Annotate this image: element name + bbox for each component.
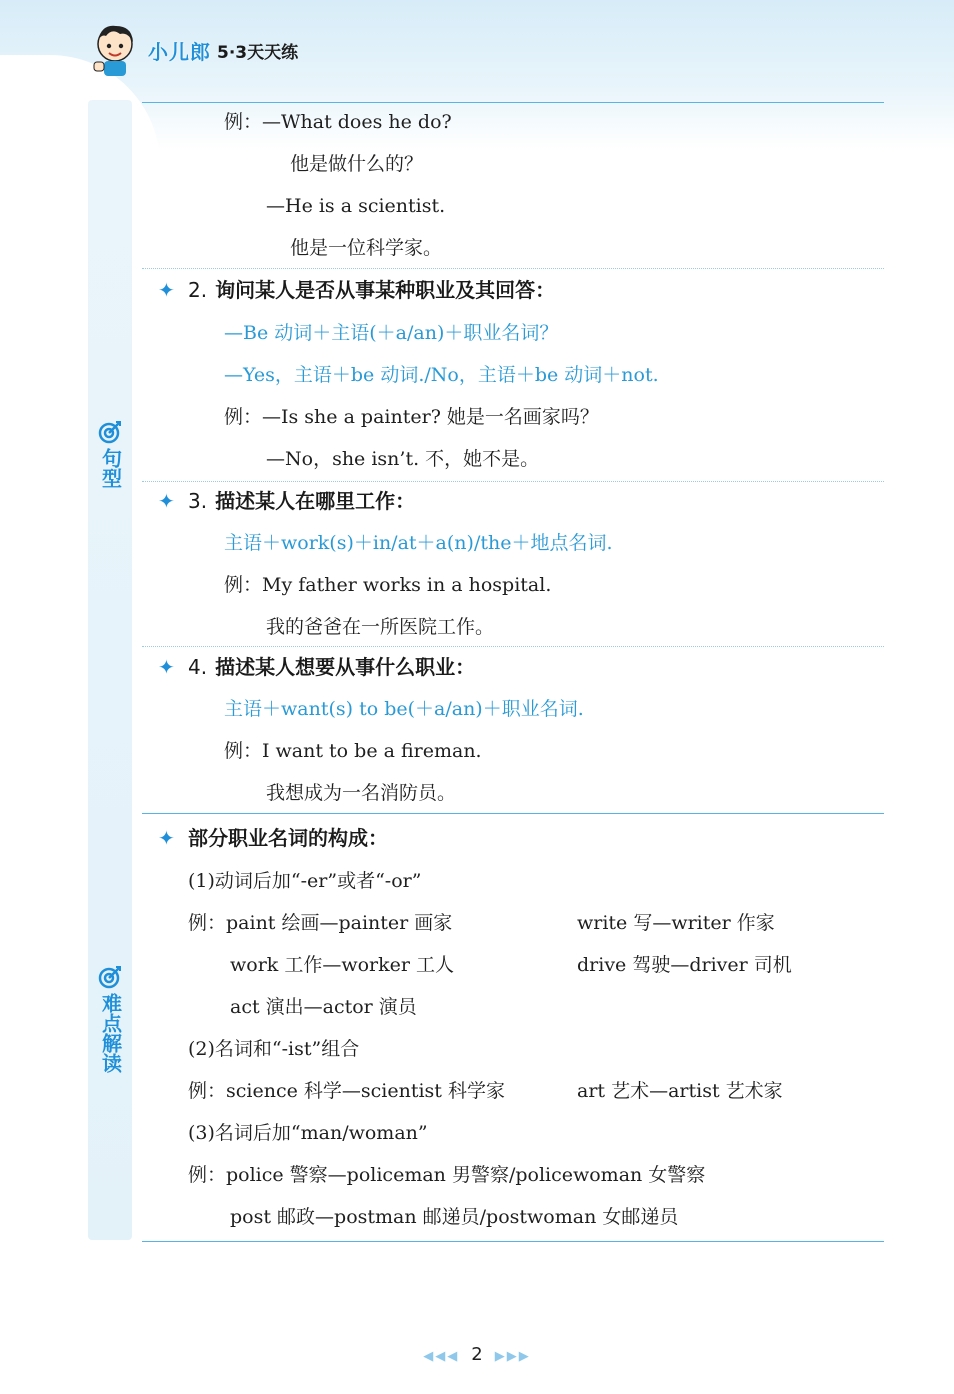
divider bbox=[142, 268, 884, 269]
pattern-formula: 主语＋want(s) to be(＋a/an)＋职业名词. bbox=[224, 698, 584, 720]
rule-example: 例：police 警察—policeman 男警察/policewoman 女警察 bbox=[188, 1164, 706, 1186]
header-logo bbox=[90, 22, 298, 78]
pattern-heading-4 bbox=[158, 655, 475, 679]
divider bbox=[142, 646, 884, 647]
divider bbox=[142, 1241, 884, 1242]
heading-number: 3. bbox=[188, 489, 208, 513]
section-label-patterns bbox=[96, 420, 124, 488]
heading-text: 描述某人在哪里工作： bbox=[215, 489, 416, 513]
example-answer: —He is a scientist. bbox=[266, 195, 446, 217]
pattern-heading-2 bbox=[158, 278, 555, 302]
rule-line: (1)动词后加“-er”或者“-or” bbox=[188, 870, 422, 892]
sparkle-icon: ✦ bbox=[158, 278, 175, 302]
pattern-formula: —Be 动词＋主语(＋a/an)＋职业名词？ bbox=[224, 322, 559, 344]
divider bbox=[142, 102, 884, 103]
target-icon bbox=[98, 420, 122, 444]
example-line: 例：I want to be a fireman. bbox=[224, 740, 482, 762]
divider bbox=[142, 813, 884, 814]
rule-example: write 写—writer 作家 bbox=[577, 912, 775, 934]
boy-mascot-icon bbox=[90, 22, 140, 78]
example-translation: 我的爸爸在一所医院工作。 bbox=[266, 616, 495, 638]
heading-number: 2. bbox=[188, 278, 208, 302]
rule-example: 例：science 科学—scientist 科学家 bbox=[188, 1080, 505, 1102]
rule-line: (2)名词和“-ist”组合 bbox=[188, 1038, 360, 1060]
rule-example: post 邮政—postman 邮递员/postwoman 女邮递员 bbox=[230, 1206, 679, 1228]
rule-example: drive 驾驶—driver 司机 bbox=[577, 954, 792, 976]
pattern-formula: 主语＋work(s)＋in/at＋a(n)/the＋地点名词. bbox=[224, 532, 613, 554]
example-question: 例：—What does he do? bbox=[224, 111, 452, 133]
example-translation: 我想成为一名消防员。 bbox=[266, 782, 457, 804]
example-answer-translation: 他是一位科学家。 bbox=[290, 237, 443, 259]
brand-name: 小儿郎 bbox=[148, 39, 211, 64]
left-arrows-icon: ◀◀◀ bbox=[423, 1349, 460, 1364]
example-line: 例：—Is she a painter? 她是一名画家吗？ bbox=[224, 406, 599, 428]
divider bbox=[142, 481, 884, 482]
sparkle-icon: ✦ bbox=[158, 655, 175, 679]
page-footer bbox=[0, 1344, 954, 1365]
sparkle-icon: ✦ bbox=[158, 826, 175, 850]
section-title-difficulties: 难点解读 bbox=[98, 993, 123, 1073]
section-label-difficulties bbox=[96, 965, 124, 1073]
difficulty-heading bbox=[158, 826, 388, 850]
heading-text: 询问某人是否从事某种职业及其回答： bbox=[215, 278, 556, 302]
example-question-translation: 他是做什么的？ bbox=[290, 153, 424, 175]
example-line: 例：My father works in a hospital. bbox=[224, 574, 552, 596]
pattern-formula: —Yes，主语＋be 动词./No，主语＋be 动词＋not. bbox=[224, 364, 659, 386]
target-icon bbox=[98, 965, 122, 989]
right-arrows-icon: ▶▶▶ bbox=[494, 1349, 531, 1364]
series-name: 5·3天天练 bbox=[217, 42, 299, 63]
rule-example: art 艺术—artist 艺术家 bbox=[577, 1080, 783, 1102]
heading-text: 描述某人想要从事什么职业： bbox=[215, 655, 476, 679]
example-line: —No，she isn’t. 不，她不是。 bbox=[266, 448, 540, 470]
section-title-patterns: 句型 bbox=[98, 448, 123, 488]
rule-line: (3)名词后加“man/woman” bbox=[188, 1122, 428, 1144]
rule-example: 例：paint 绘画—painter 画家 bbox=[188, 912, 453, 934]
sparkle-icon: ✦ bbox=[158, 489, 175, 513]
rule-example: work 工作—worker 工人 bbox=[230, 954, 455, 976]
heading-text: 部分职业名词的构成： bbox=[188, 826, 388, 850]
pattern-heading-3 bbox=[158, 489, 415, 513]
heading-number: 4. bbox=[188, 655, 208, 679]
page-number: 2 bbox=[471, 1344, 483, 1365]
rule-example: act 演出—actor 演员 bbox=[230, 996, 417, 1018]
